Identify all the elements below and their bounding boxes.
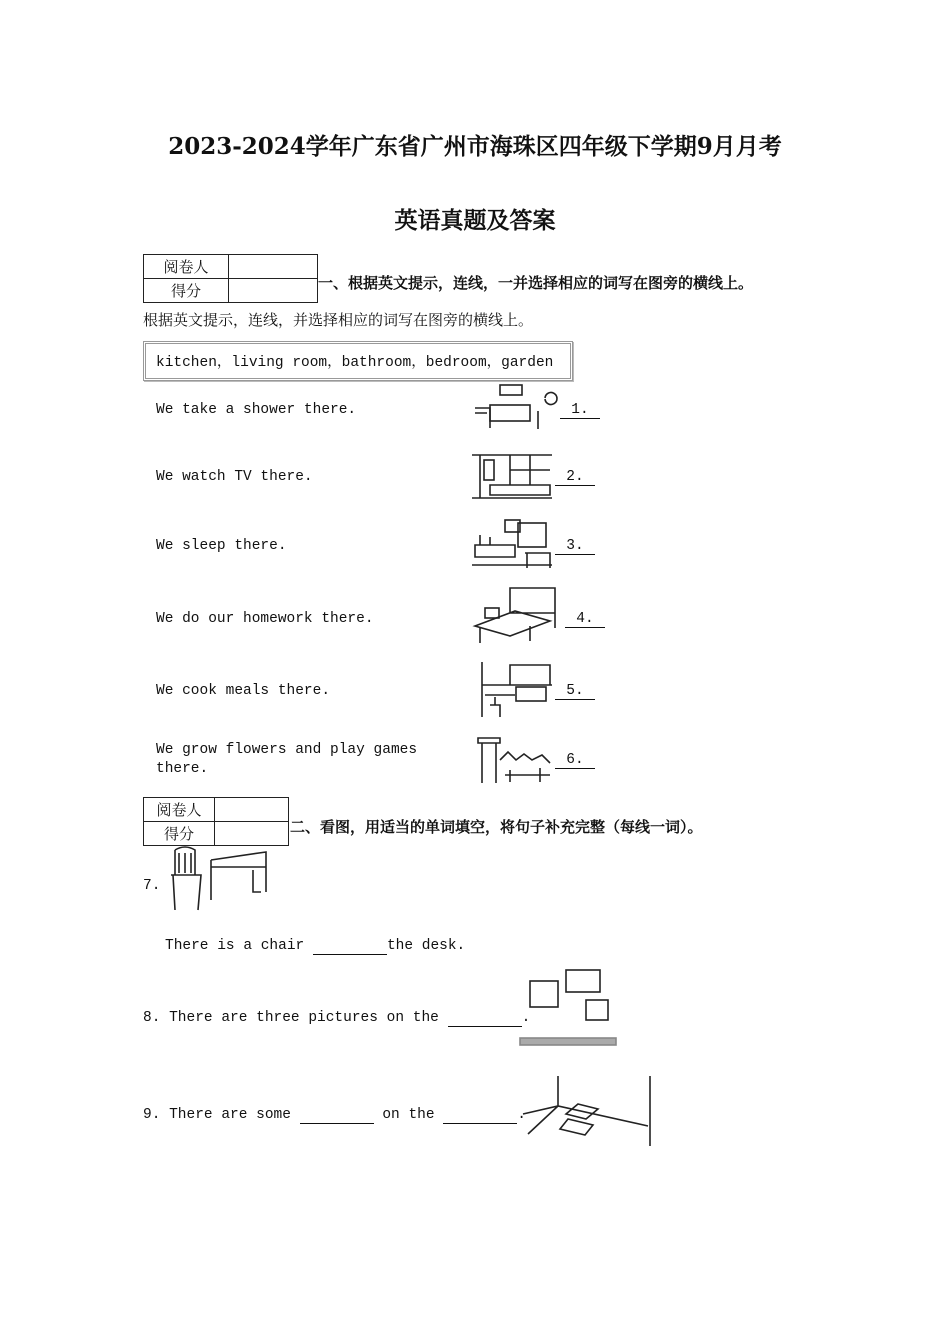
sentence-4: We do our homework there. [156, 611, 374, 627]
score-label: 得分 [144, 279, 229, 303]
sentence-1: We take a shower there. [156, 402, 357, 418]
part1-instruction: 根据英文提示，连线，并选择相应的词写在图旁的横线上。 [143, 311, 534, 329]
q9-text-2: on the [373, 1107, 444, 1123]
score-cell [229, 279, 318, 303]
q8-sentence [143, 1010, 530, 1027]
q9-blank-2[interactable] [443, 1107, 517, 1124]
answer-blank-1[interactable]: 1. [560, 402, 600, 419]
bedroom-picture [470, 515, 555, 570]
living-room-picture [470, 383, 560, 433]
books-on-floor-picture [518, 1074, 652, 1146]
part2-heading: 二、看图，用适当的单词填空，将句子补充完整（每线一词）。 [290, 818, 703, 836]
answer-blank-2[interactable]: 2. [555, 469, 595, 486]
score-label: 得分 [144, 822, 215, 846]
q8-text-2: . [521, 1010, 531, 1026]
bathroom-picture [470, 450, 555, 500]
score-table-2 [143, 797, 289, 846]
part1-heading: 一、根据英文提示，连线，一并选择相应的词写在图旁的横线上。 [318, 274, 754, 292]
q8-blank[interactable] [448, 1010, 522, 1027]
word-bank: kitchen，living room，bathroom，bedroom，garden [156, 355, 554, 371]
reviewer-cell [229, 255, 318, 279]
answer-blank-5[interactable]: 5. [555, 683, 595, 700]
q9-sentence [143, 1107, 526, 1124]
answer-blank-4[interactable]: 4. [565, 611, 605, 628]
word-bank-box [143, 341, 573, 381]
sentence-3: We sleep there. [156, 538, 287, 554]
q7-number: 7. [143, 878, 161, 894]
reviewer-label: 阅卷人 [144, 255, 229, 279]
score-table-1 [143, 254, 318, 303]
study-room-picture [470, 586, 560, 646]
score-cell [215, 822, 289, 846]
q7-text-1: There is a chair [165, 938, 313, 954]
title-line-1: 2023-2024学年广东省广州市海珠区四年级下学期9月月考 [168, 133, 782, 160]
answer-blank-3[interactable]: 3. [555, 538, 595, 555]
kitchen-picture [470, 660, 555, 718]
garden-picture [470, 730, 555, 785]
reviewer-label: 阅卷人 [144, 798, 215, 822]
pictures-on-wall-picture [518, 966, 620, 1050]
sentence-2: We watch TV there. [156, 469, 313, 485]
q8-text-1: 8. There are three pictures on the [143, 1010, 448, 1026]
sentence-5: We cook meals there. [156, 683, 331, 699]
chair-desk-picture [163, 845, 273, 913]
q9-text-1: 9. There are some [143, 1107, 300, 1123]
answer-blank-6[interactable]: 6. [555, 752, 595, 769]
q7-blank[interactable] [313, 938, 387, 955]
q9-blank-1[interactable] [300, 1107, 374, 1124]
sentence-6-cont: there. [156, 761, 209, 777]
q7-sentence [165, 938, 465, 955]
reviewer-cell [215, 798, 289, 822]
q9-text-3: . [517, 1107, 526, 1123]
sentence-6: We grow flowers and play games [156, 742, 418, 758]
q7-text-2: the desk. [386, 938, 466, 954]
title-line-2: 英语真题及答案 [394, 207, 556, 234]
